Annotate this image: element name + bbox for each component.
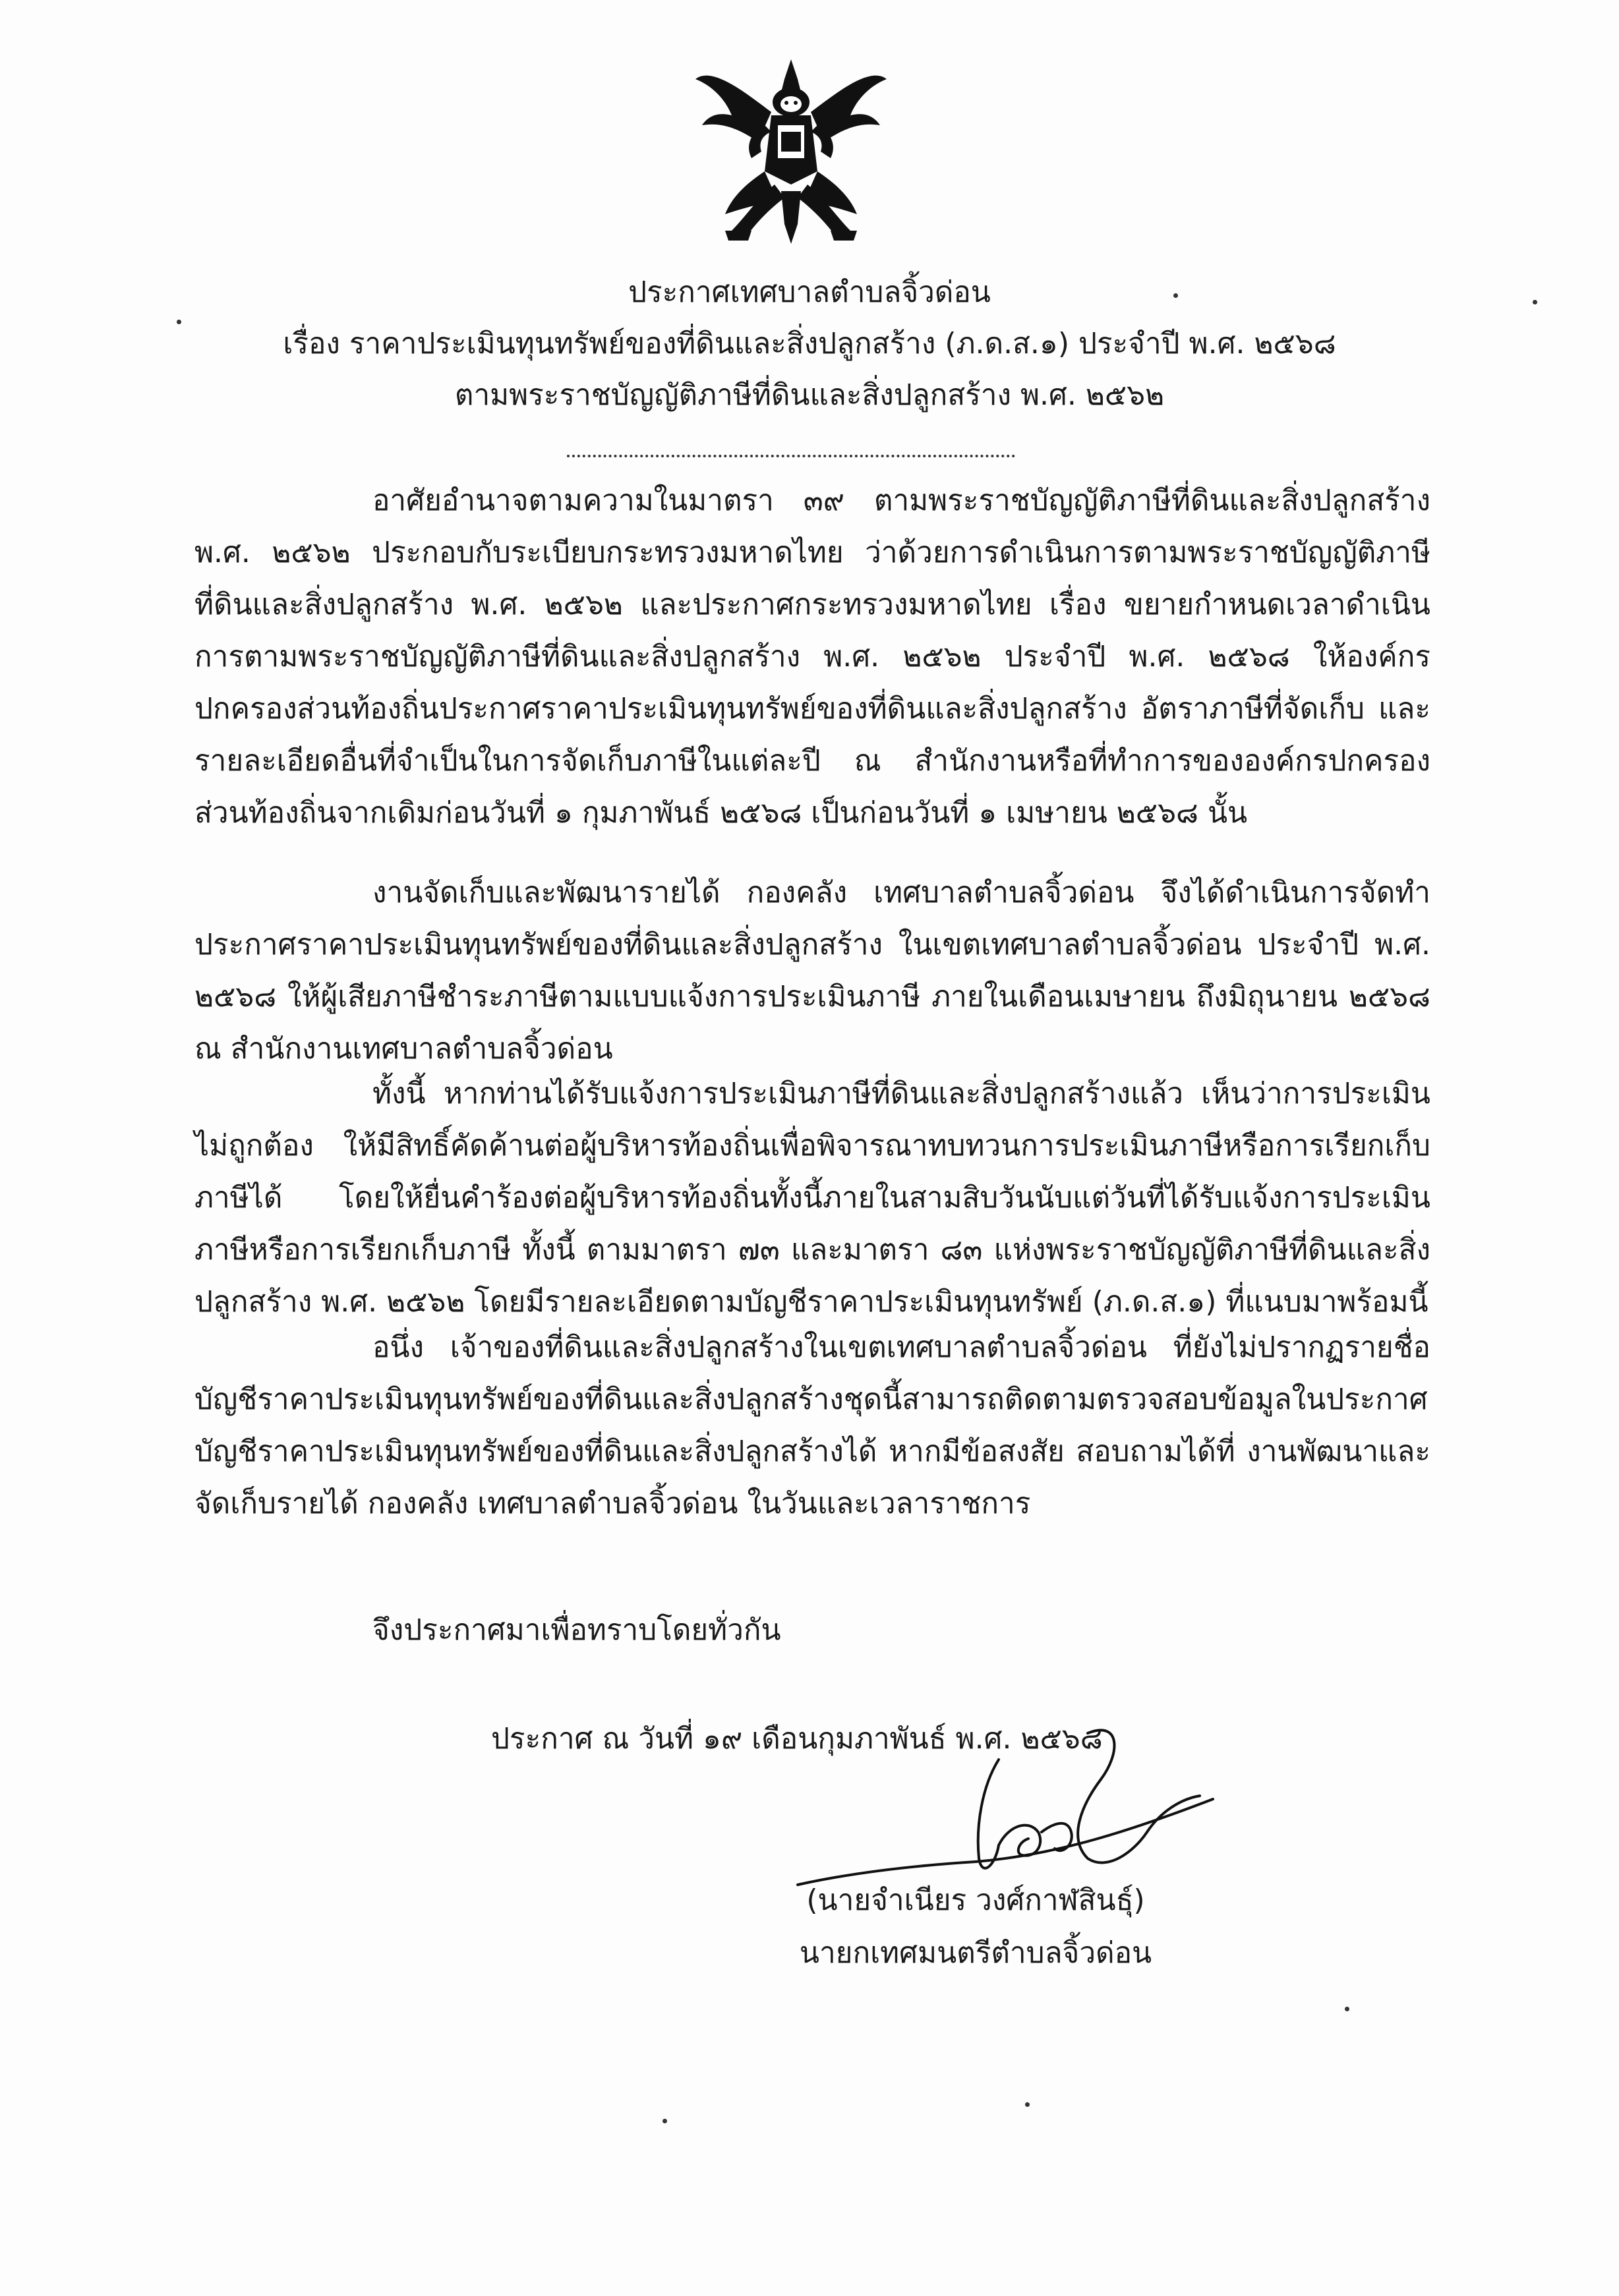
scan-speck: [662, 2119, 667, 2123]
garuda-emblem-icon: [686, 53, 897, 250]
announcement-subject-law: ตามพระราชบัญญัติภาษีที่ดินและสิ่งปลูกสร้าง พ.ศ. ๒๕๖๒: [454, 378, 1165, 412]
dotted-separator: [567, 455, 1015, 457]
announcement-subject: เรื่อง ราคาประเมินทุนทรัพย์ของที่ดินและสิ่งปลูกสร้าง (ภ.ด.ส.๑) ประจำปี พ.ศ. ๒๕๖๘: [283, 327, 1336, 360]
scan-speck: [1345, 2007, 1349, 2011]
announcement-title: ประกาศเทศบาลตำบลจิ้วด่อน: [628, 275, 991, 309]
body-paragraph-4: อนึ่ง เจ้าของที่ดินและสิ่งปลูกสร้างในเขตเทศบาลตำบลจิ้วด่อน ที่ยังไม่ปรากฏรายชื่อบัญชีราคาประเมินทุนทรัพย์ของที่ดินและสิ่งปลูกสร้างชุดนี้สามารถติดตามตรวจสอบข้อมูลในประกาศบัญชีราคาประเมินทุนทรัพย์ของที่ดินและสิ่งปลูกสร้างได้ หากมีข้อสงสัย สอบถามได้ที่ งานพัฒนาและจัดเก็บรายได้ กองคลัง เทศบาลตำบลจิ้วด่อน ในวันและเวลาราชการ: [194, 1331, 1430, 1520]
closing-statement: จึงประกาศมาเพื่อทราบโดยทั่วกัน: [372, 1613, 781, 1647]
body-paragraph-2: งานจัดเก็บและพัฒนารายได้ กองคลัง เทศบาลตำบลจิ้วด่อน จึงได้ดำเนินการจัดทำประกาศราคาประเมินทุนทรัพย์ของที่ดินและสิ่งปลูกสร้าง ในเขตเทศบาลตำบลจิ้วด่อน ประจำปี พ.ศ. ๒๕๖๘ ให้ผู้เสียภาษีชำระภาษีตามแบบแจ้งการประเมินภาษี ภายในเดือนเมษายน ถึงมิถุนายน ๒๕๖๘ ณ สำนักงานเทศบาลตำบลจิ้วด่อน: [194, 876, 1430, 1066]
body-paragraph-1: อาศัยอำนาจตามความในมาตรา ๓๙ ตามพระราชบัญญัติภาษีที่ดินและสิ่งปลูกสร้าง พ.ศ. ๒๕๖๒ ประกอบกับระเบียบกระทรวงมหาดไทย ว่าด้วยการดำเนินการตามพระราชบัญญัติภาษีที่ดินและสิ่งปลูกสร้าง พ.ศ. ๒๕๖๒ และประกาศกระทรวงมหาดไทย เรื่อง ขยายกำหนดเวลาดำเนินการตามพระราชบัญญัติภาษีที่ดินและสิ่งปลูกสร้าง พ.ศ. ๒๕๖๒ ประจำปี พ.ศ. ๒๕๖๘ ให้องค์กรปกครองส่วนท้องถิ่นประกาศราคาประเมินทุนทรัพย์ของที่ดินและสิ่งปลูกสร้าง อัตราภาษีที่จัดเก็บ และรายละเอียดอื่นที่จำเป็นในการจัดเก็บภาษีในแต่ละปี ณ สำนักงานหรือที่ทำการขององค์กรปกครองส่วนท้องถิ่นจากเดิมก่อนวันที่ ๑ กุมภาพันธ์ ๒๕๖๘ เป็นก่อนวันที่ ๑ เมษายน ๒๕๖๘ นั้น: [194, 484, 1430, 830]
signatory-title: นายกเทศมนตรีตำบลจิ้วด่อน: [799, 1936, 1152, 1970]
scan-speck: [1173, 293, 1178, 298]
scan-speck: [1025, 2102, 1030, 2107]
announcement-date: ประกาศ ณ วันที่ ๑๙ เดือนกุมภาพันธ์ พ.ศ. ๒๕๖๘: [491, 1722, 1103, 1756]
scan-speck: [177, 320, 181, 324]
body-paragraph-3: ทั้งนี้ หากท่านได้รับแจ้งการประเมินภาษีที่ดินและสิ่งปลูกสร้างแล้ว เห็นว่าการประเมินไม่ถูกต้อง ให้มีสิทธิ์คัดค้านต่อผู้บริหารท้องถิ่นเพื่อพิจารณาทบทวนการประเมินภาษีหรือการเรียกเก็บภาษีได้ โดยให้ยื่นคำร้องต่อผู้บริหารท้องถิ่นทั้งนี้ภายในสามสิบวันนับแต่วันที่ได้รับแจ้งการประเมินภาษีหรือการเรียกเก็บภาษี ทั้งนี้ ตามมาตรา ๗๓ และมาตรา ๘๓ แห่งพระราชบัญญัติภาษีที่ดินและสิ่งปลูกสร้าง พ.ศ. ๒๕๖๒ โดยมีรายละเอียดตามบัญชีราคาประเมินทุนทรัพย์ (ภ.ด.ส.๑) ที่แนบมาพร้อมนี้: [194, 1077, 1430, 1319]
signatory-name: (นายจำเนียร วงศ์กาฬสินธุ์): [806, 1883, 1145, 1917]
scan-speck: [1533, 300, 1537, 304]
